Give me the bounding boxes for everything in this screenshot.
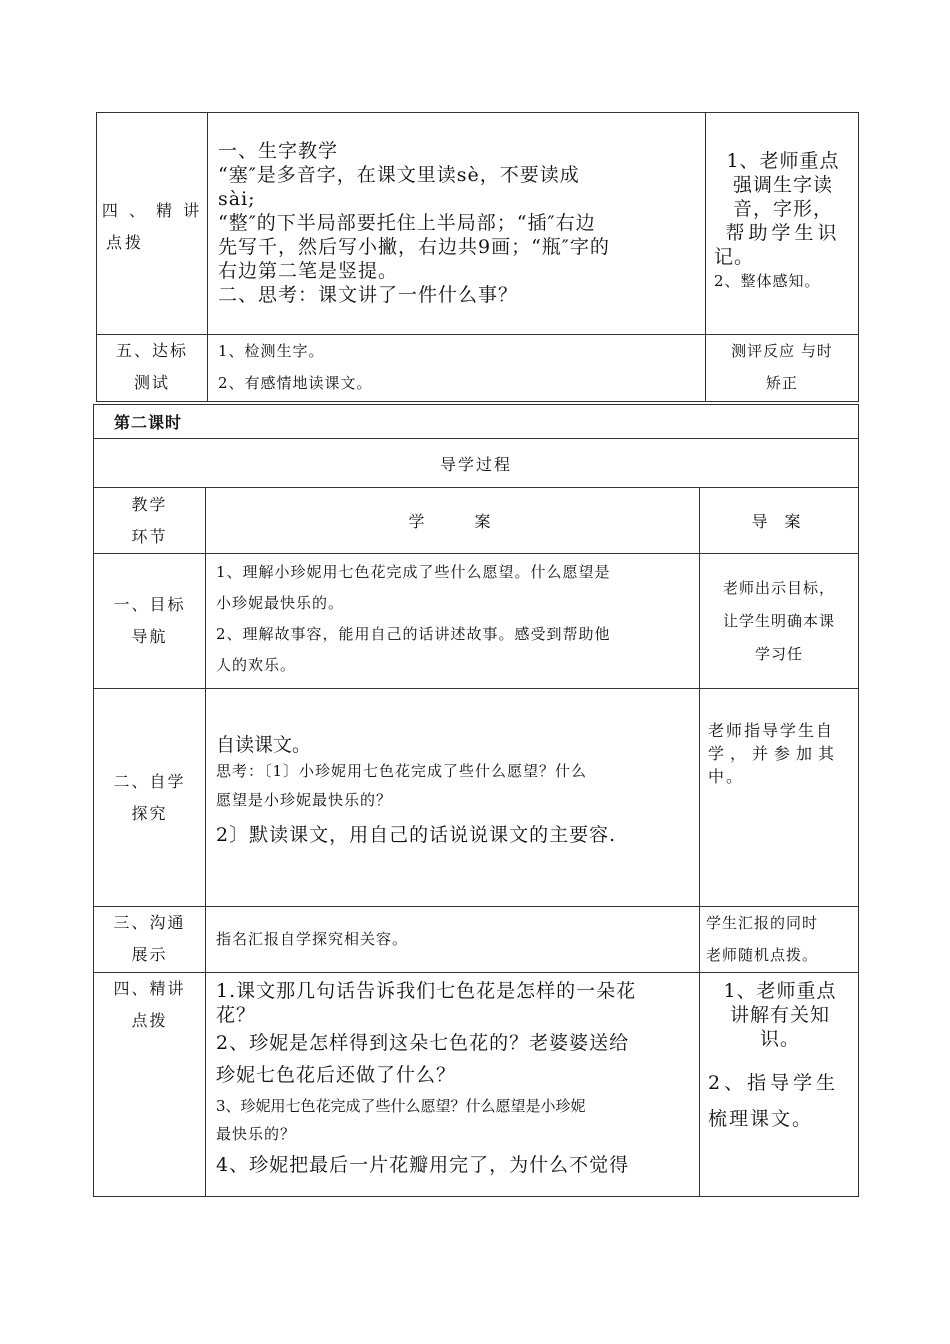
content-line: 最快乐的？ — [216, 1125, 297, 1143]
guide-line: 矫正 — [765, 374, 798, 392]
guide-line: 强调生字读 — [732, 174, 833, 196]
stage-label-cell — [94, 689, 206, 907]
table-row — [94, 405, 859, 439]
section-title: 第二课时 — [114, 413, 183, 432]
guide-line: 学习任 — [754, 644, 803, 663]
content-line: 1、理解小珍妮用七色花完成了些什么愿望。什么愿望是 — [216, 563, 611, 581]
plan-content-cell — [206, 554, 700, 689]
plan-content-cell — [206, 907, 700, 973]
content-line: 小珍妮最快乐的。 — [216, 594, 345, 612]
guide-line: 学生汇报的同时 — [706, 914, 819, 932]
stage-label: 四 、 精 讲 — [101, 200, 203, 220]
stage-label: 点拨 — [131, 1011, 168, 1030]
stage-label: 测试 — [133, 373, 170, 392]
guide-line: 老师出示目标， — [722, 578, 835, 597]
table-row — [94, 554, 859, 689]
stage-label: 四、精讲 — [113, 979, 186, 998]
plan-content-cell — [208, 113, 706, 335]
table-row — [97, 113, 859, 335]
lesson-table-part1 — [96, 112, 859, 402]
header-label: 教学 — [131, 494, 168, 514]
guide-line: 让学生明确本课 — [722, 611, 835, 630]
guide-line: 记。 — [714, 246, 755, 268]
header-cell — [94, 488, 206, 554]
section-title-cell — [94, 405, 859, 439]
content-line: 先写千，然后写小撇，右边共9画；“瓶″字的 — [218, 236, 610, 258]
guide-cell — [700, 973, 859, 1197]
guide-line: 帮助学生识 — [725, 222, 841, 244]
content-line: “整″的下半局部要托住上半局部；“插″右边 — [218, 212, 596, 234]
guide-line: 1、老师重点 — [726, 150, 840, 172]
stage-label: 展示 — [131, 945, 168, 964]
guide-line: 识。 — [759, 1028, 800, 1050]
content-line: 4、珍妮把最后一片花瓣用完了，为什么不觉得 — [216, 1154, 630, 1176]
guide-cell — [706, 113, 859, 335]
guide-line: 学，并参加其 — [708, 744, 841, 763]
table-row — [94, 973, 859, 1197]
header-label: 环节 — [131, 526, 168, 546]
header-label: 学 案 — [408, 512, 497, 531]
content-line: 3、珍妮用七色花完成了些什么愿望？什么愿望是小珍妮 — [216, 1097, 586, 1115]
guide-line: 2、整体感知。 — [714, 272, 821, 290]
content-line: 一、生字教学 — [218, 140, 339, 162]
stage-label-cell — [97, 335, 208, 402]
plan-content-cell — [208, 335, 706, 402]
content-line: 花？ — [216, 1004, 257, 1026]
header-cell — [206, 488, 700, 554]
table-row — [97, 335, 859, 402]
guide-cell — [706, 335, 859, 402]
guide-line: 测评反应 与时 — [731, 342, 833, 360]
content-line: sài; — [218, 188, 256, 210]
guide-cell — [700, 554, 859, 689]
stage-label: 三、沟通 — [113, 913, 186, 932]
content-line: “塞″是多音字，在课文里读sè，不要读成 — [218, 164, 580, 186]
guide-line: 老师随机点拨。 — [706, 946, 819, 964]
table-header-row — [94, 488, 859, 554]
guide-line: 老师指导学生自 — [708, 721, 835, 740]
stage-label: 一、目标 — [113, 595, 186, 614]
stage-label: 点拨 — [106, 232, 145, 252]
guide-line: 讲解有关知 — [729, 1004, 830, 1026]
guide-line: 音，字形， — [732, 198, 833, 220]
content-line: 自读课文。 — [216, 734, 312, 756]
stage-label: 导航 — [131, 627, 168, 646]
content-line: 人的欢乐。 — [216, 656, 297, 674]
content-line: 二、思考：课文讲了一件什么事？ — [218, 284, 519, 306]
guide-cell — [700, 689, 859, 907]
content-line: 珍妮七色花后还做了什么？ — [216, 1064, 457, 1086]
plan-content-cell — [206, 973, 700, 1197]
content-line: 右边第二笔是竖提。 — [218, 260, 399, 282]
plan-content-cell — [206, 689, 700, 907]
stage-label: 五、达标 — [115, 341, 188, 360]
header-cell — [700, 488, 859, 554]
guide-line: 中。 — [708, 767, 745, 786]
content-line: 1.课文那几句话告诉我们七色花是怎样的一朵花 — [216, 980, 637, 1002]
guide-line: 1、老师重点 — [723, 980, 837, 1002]
guide-line: 梳理课文。 — [708, 1108, 814, 1130]
table-row — [94, 907, 859, 973]
content-line: 指名汇报自学探究相关容。 — [216, 930, 409, 948]
content-line: 愿望是小珍妮最快乐的？ — [216, 791, 393, 809]
stage-label-cell — [97, 113, 208, 335]
lesson-table-part2 — [93, 404, 859, 1197]
content-line: 2〕默读课文，用自己的话说说课文的主要容. — [216, 824, 617, 846]
stage-label: 探究 — [131, 803, 168, 823]
header-label: 导 案 — [751, 512, 807, 531]
stage-label-cell — [94, 973, 206, 1197]
section-subtitle: 导学过程 — [439, 454, 512, 474]
stage-label-cell — [94, 554, 206, 689]
content-line: 思考：〔1〕小珍妮用七色花完成了些什么愿望？什么 — [216, 762, 588, 780]
guide-cell — [700, 907, 859, 973]
content-line: 2、珍妮是怎样得到这朵七色花的？老婆婆送给 — [216, 1032, 630, 1054]
guide-line: 2、指导学生 — [708, 1072, 840, 1094]
table-row — [94, 689, 859, 907]
content-line: 2、有感情地读课文。 — [218, 374, 373, 392]
stage-label-cell — [94, 907, 206, 973]
content-line: 1、检测生字。 — [218, 342, 325, 360]
content-line: 2、理解故事容，能用自己的话讲述故事。感受到帮助他 — [216, 625, 611, 643]
stage-label: 二、自学 — [113, 771, 186, 791]
table-row — [94, 439, 859, 488]
subtitle-cell — [94, 439, 859, 488]
